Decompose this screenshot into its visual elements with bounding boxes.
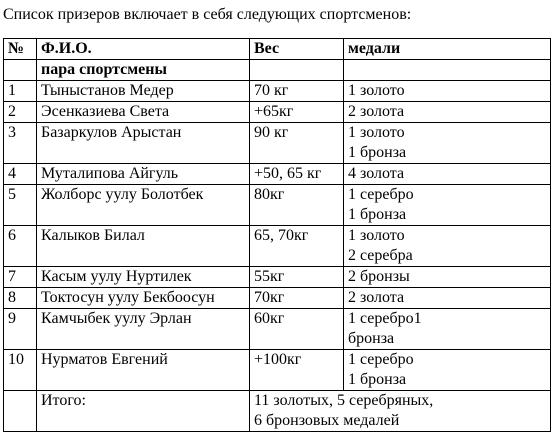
table-row [4,81,551,102]
table-row [4,185,551,226]
total-num-cell [4,391,37,432]
table-row [4,267,551,288]
table-row [4,102,551,123]
row-name: Токтосун уулу Бекбоосун [37,288,250,309]
table-row [4,123,551,164]
row-name: Касым уулу Нуртилек [37,267,250,288]
subheader-row [4,60,551,81]
row-num: 2 [4,102,37,123]
row-num: 6 [4,226,37,267]
medal-line: 1 золото [348,82,405,99]
row-medals [344,226,551,267]
medal-line: 2 золота [348,289,405,306]
row-name: Тыныстанов Медер [37,81,250,102]
total-label: Итого: [37,391,250,432]
subheader-num-cell [4,60,37,81]
header-weight: Вес [250,39,344,60]
subheader-cell: пара спортсмены [37,60,250,81]
row-num: 10 [4,350,37,391]
row-weight: 80кг [250,185,344,226]
medalists-table [3,38,551,432]
row-weight: 90 кг [250,123,344,164]
medal-line: 2 золота [348,103,405,120]
row-medals [344,164,551,185]
total-value [250,391,551,432]
table-row [4,164,551,185]
row-weight: 70кг [250,288,344,309]
row-num: 1 [4,81,37,102]
row-name: Нурматов Евгений [37,350,250,391]
row-name: Калыков Билал [37,226,250,267]
subheader-medals-cell [344,60,551,81]
row-weight: +100кг [250,350,344,391]
table-row [4,350,551,391]
medal-line: 1 серебро1 [348,310,422,327]
table-row [4,309,551,350]
row-weight: +65кг [250,102,344,123]
row-name: Муталипова Айгуль [37,164,250,185]
medal-line: 1 бронза [348,206,407,223]
row-num: 9 [4,309,37,350]
medal-line: 1 золото [348,227,405,244]
total-line: 11 золотых, 5 серебряных, [254,392,434,409]
row-name: Эсенказиева Света [37,102,250,123]
row-medals [344,309,551,350]
medal-line: 1 серебро [348,186,414,203]
row-num: 7 [4,267,37,288]
row-weight: +50, 65 кг [250,164,344,185]
row-name: Камчыбек уулу Эрлан [37,309,250,350]
header-row [4,39,551,60]
row-name: Жолборс уулу Болотбек [37,185,250,226]
row-name: Базаркулов Арыстан [37,123,250,164]
row-num: 4 [4,164,37,185]
row-medals [344,267,551,288]
medal-line: 2 бронзы [348,268,410,285]
row-weight: 70 кг [250,81,344,102]
table-row [4,226,551,267]
row-medals [344,102,551,123]
row-weight: 65, 70кг [250,226,344,267]
row-weight: 55кг [250,267,344,288]
header-medals: медали [344,39,551,60]
medal-line: 1 бронза [348,371,407,388]
row-weight: 60кг [250,309,344,350]
header-num: № [4,39,37,60]
row-medals [344,81,551,102]
intro-text: Список призеров включает в себя следующих спортсменов: [3,6,412,23]
total-row [4,391,551,432]
row-medals [344,288,551,309]
medal-line: 2 серебра [348,247,413,264]
table-row [4,288,551,309]
subheader-weight-cell [250,60,344,81]
row-num: 5 [4,185,37,226]
medal-line: 1 бронза [348,144,407,161]
medal-line: 1 серебро [348,351,414,368]
header-name: Ф.И.О. [37,39,250,60]
row-num: 3 [4,123,37,164]
row-medals [344,185,551,226]
row-num: 8 [4,288,37,309]
medal-line: 4 золота [348,165,405,182]
total-line: 6 бронзовых медалей [254,412,400,429]
row-medals [344,350,551,391]
medal-line: 1 золото [348,124,405,141]
row-medals [344,123,551,164]
medal-line: бронза [348,330,395,347]
